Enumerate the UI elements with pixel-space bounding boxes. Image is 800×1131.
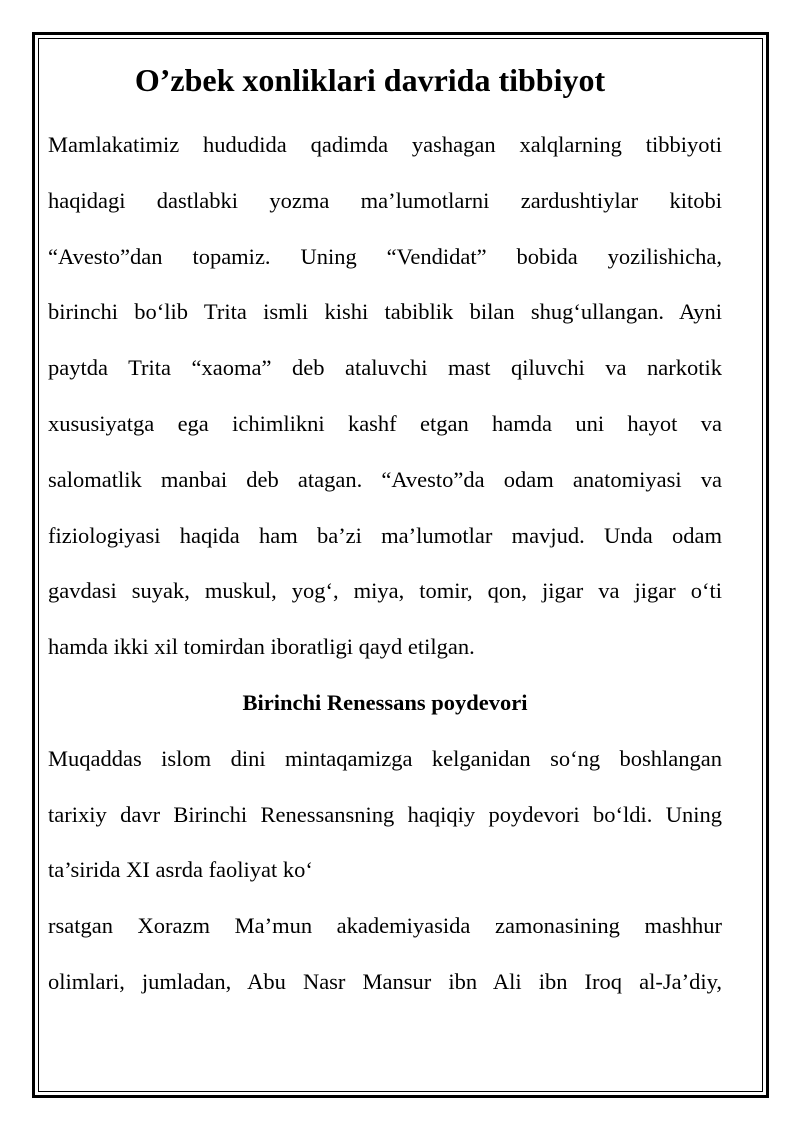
- paragraph-line: fiziologiyasi haqida ham ba’zi ma’lumotlar mavjud. Unda odam: [48, 522, 722, 548]
- paragraph-line: Mamlakatimiz hududida qadimda yashagan xalqlarning tibbiyoti: [48, 132, 722, 157]
- paragraph-line: Muqaddas islom dini mintaqamizga kelganidan so‘ng boshlangan: [48, 745, 722, 771]
- section-subtitle: Birinchi Renessans poydevori: [242, 689, 528, 715]
- paragraph-line: ta’sirida XI asrda faoliyat ko‘: [48, 857, 313, 883]
- paragraph-line: salomatlik manbai deb atagan. “Avesto”da odam anatomiyasi va: [48, 466, 722, 492]
- paragraph-line: paytda Trita “xaoma” deb ataluvchi mast qiluvchi va narkotik: [48, 355, 722, 381]
- document-title: O’zbek xonliklari davrida tibbiyot: [134, 62, 606, 98]
- paragraph-line: xususiyatga ega ichimlikni kashf etgan hamda uni hayot va: [48, 410, 722, 436]
- paragraph-line: birinchi bo‘lib Trita ismli kishi tabiblik bilan shug‘ullangan. Ayni: [48, 299, 722, 325]
- paragraph-line: rsatgan Xorazm Ma’mun akademiyasida zamonasining mashhur: [48, 913, 722, 939]
- paragraph-academy: [48, 898, 722, 1010]
- paragraph-renaissance: [48, 731, 722, 898]
- paragraph-avesto: [48, 117, 722, 675]
- paragraph-line: olimlari, jumladan, Abu Nasr Mansur ibn Ali ibn Iroq al-Ja’diy,: [48, 968, 722, 994]
- paragraph-line: hamda ikki xil tomirdan iboratligi qayd etilgan.: [48, 634, 475, 660]
- paragraph-line: gavdasi suyak, muskul, yog‘, miya, tomir, qon, jigar va jigar o‘ti: [48, 578, 722, 604]
- document-body: [48, 56, 722, 1010]
- paragraph-line: haqidagi dastlabki yozma ma’lumotlarni zardushtiylar kitobi: [48, 187, 722, 213]
- paragraph-line: tarixiy davr Birinchi Renessansning haqiqiy poydevori bo‘ldi. Uning: [48, 801, 722, 827]
- paragraph-line: “Avesto”dan topamiz. Uning “Vendidat” bobida yozilishicha,: [48, 243, 722, 269]
